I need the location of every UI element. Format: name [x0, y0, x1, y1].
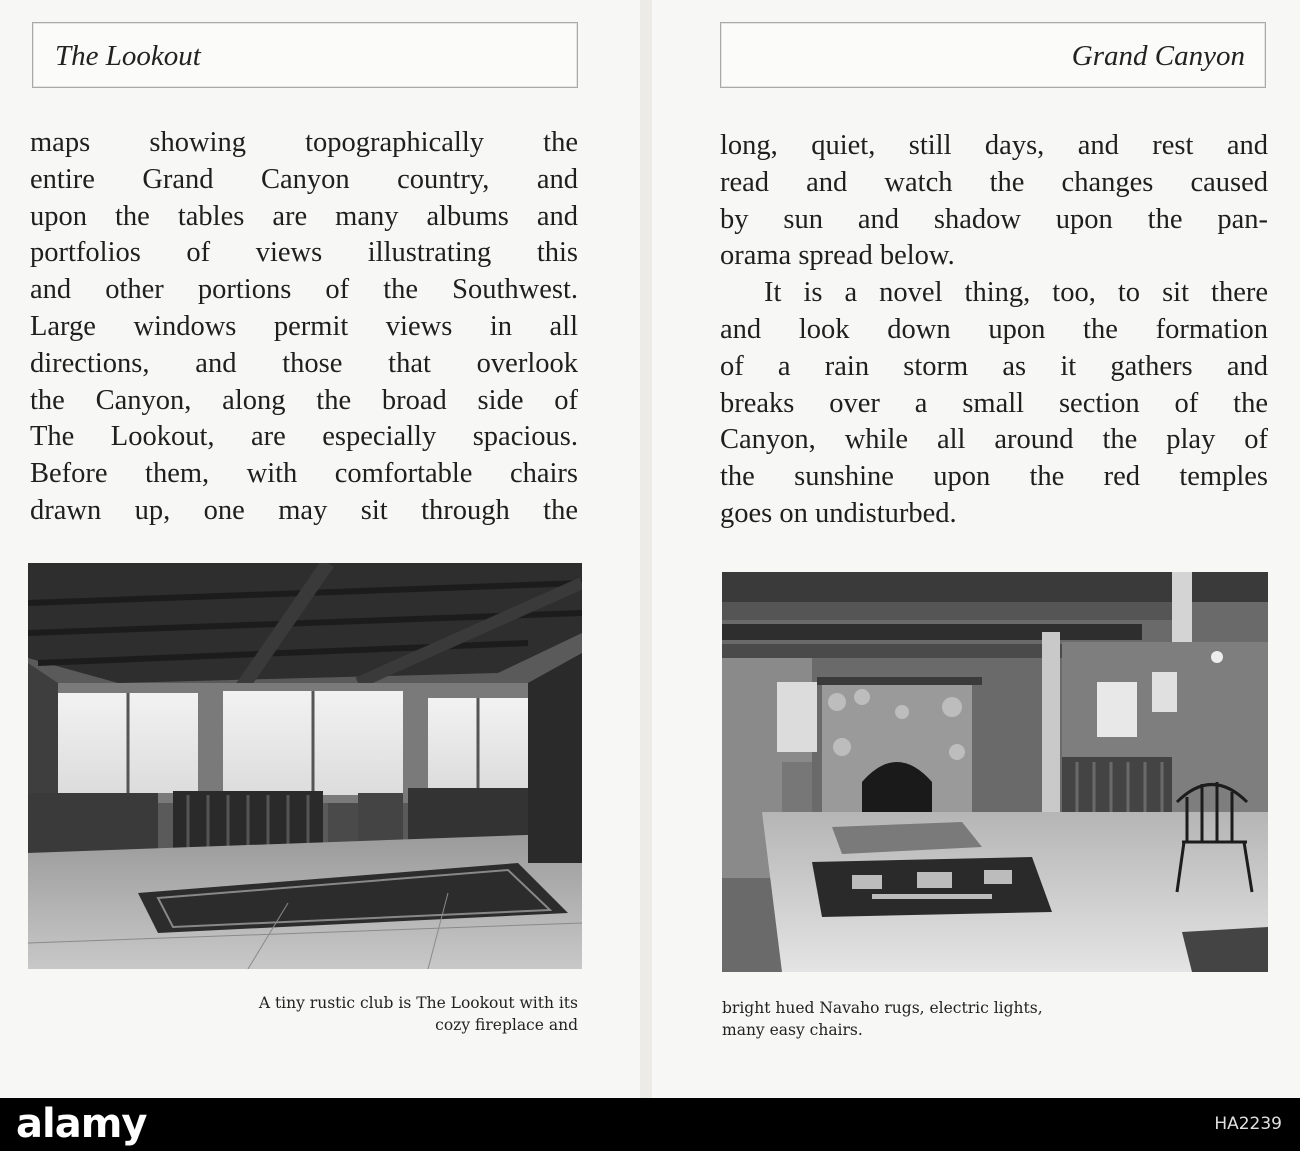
watermark-bar — [0, 1098, 1300, 1151]
text-line: portfolios of views illustrating this — [30, 237, 578, 269]
photo-illustration — [722, 572, 1268, 972]
image-id: HA2239 — [1214, 1114, 1282, 1134]
photo-illustration — [28, 563, 582, 969]
text-line: directions, and those that overlook — [30, 347, 578, 379]
running-header-right: Grand Canyon — [720, 22, 1266, 88]
text-line: goes on undisturbed. — [720, 497, 957, 529]
text-line: drawn up, one may sit through the — [30, 494, 578, 526]
text-line: of a rain storm as it gathers and — [720, 350, 1268, 382]
running-header-left: The Lookout — [32, 22, 578, 88]
text-line: the Canyon, along the broad side of — [30, 384, 578, 416]
caption-line: A tiny rustic club is The Lookout with its — [258, 994, 578, 1012]
text-line: maps showing topographically the — [30, 127, 578, 158]
text-line: by sun and shadow upon the pan- — [720, 203, 1268, 235]
alamy-logo: alamy — [16, 1101, 147, 1147]
text-line: the sunshine upon the red temples — [720, 461, 1268, 493]
text-line: Canyon, while all around the play of — [720, 424, 1268, 456]
fireplace-interior-photo — [722, 572, 1268, 972]
text-line: orama spread below. — [720, 240, 955, 272]
text-line: long, quiet, still days, and rest and — [720, 130, 1268, 161]
caption-line: cozy fireplace and — [435, 1016, 578, 1034]
book-gutter — [640, 0, 652, 1098]
text-line: and look down upon the formation — [720, 313, 1268, 345]
text-line: Large windows permit views in all — [30, 310, 578, 342]
text-line: Before them, with comfortable chairs — [30, 458, 578, 490]
right-body-paragraph — [720, 128, 1268, 533]
lookout-interior-photo — [28, 563, 582, 969]
caption-line: many easy chairs. — [722, 1021, 863, 1039]
text-line: The Lookout, are especially spacious. — [30, 421, 578, 453]
text-line: upon the tables are many albums and — [30, 200, 578, 232]
left-photo-caption — [120, 992, 578, 1036]
text-line: and other portions of the Southwest. — [30, 274, 578, 306]
text-line: breaks over a small section of the — [720, 387, 1268, 419]
right-photo-caption — [722, 997, 1222, 1041]
caption-line: bright hued Navaho rugs, electric lights, — [722, 999, 1043, 1017]
text-line: It is a novel thing, too, to sit there — [764, 277, 1268, 309]
left-body-paragraph — [30, 125, 578, 530]
text-line: entire Grand Canyon country, and — [30, 163, 578, 195]
text-line: read and watch the changes caused — [720, 166, 1268, 198]
